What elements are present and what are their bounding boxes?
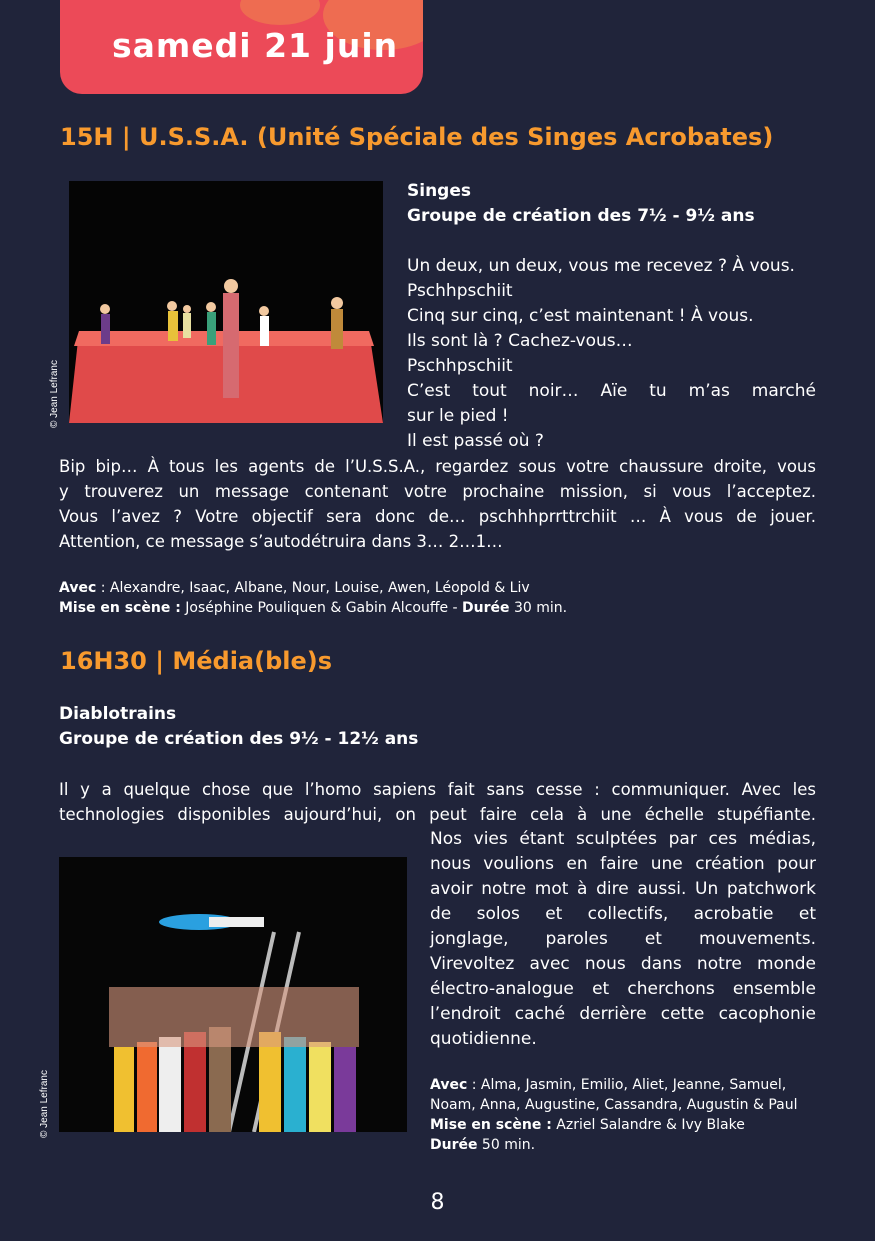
dialogue-line: Ils sont là ? Cachez-vous… (407, 331, 633, 351)
paragraph-line: nous voulions en faire une création pour (430, 854, 816, 874)
dialogue-line: C’est tout noir… Aïe tu m’as marché (407, 381, 816, 401)
duration-value: 30 min. (509, 600, 568, 616)
show2-photo (59, 857, 407, 1132)
banner-splash (240, 0, 320, 25)
cast-label: Avec (430, 1077, 468, 1093)
show1-group-name: Singes (407, 181, 471, 201)
stage-acrobats-image (69, 181, 383, 423)
paragraph-line: l’endroit caché derrière cette cacophonie (430, 1004, 816, 1024)
show1-photo (69, 181, 383, 423)
dialogue-line: Cinq sur cinq, c’est maintenant ! À vous. (407, 306, 754, 326)
paragraph-line: Vous l’avez ? Votre objectif sera donc de… pschhhprrttrchiit … À vous de jouer. (59, 507, 816, 526)
show2-group-name: Diablotrains (59, 704, 177, 724)
cast-line: Noam, Anna, Augustine, Cassandra, Augustin & Paul (430, 1097, 798, 1113)
cast-line (59, 578, 567, 598)
paragraph-line: Virevoltez avec nous dans notre monde (430, 954, 816, 974)
duration-value: 50 min. (477, 1137, 536, 1153)
duration-line (430, 1135, 816, 1155)
paragraph-line: Attention, ce message s’autodétruira dans 3… 2…1… (59, 532, 503, 551)
dialogue-line: Un deux, un deux, vous me recevez ? À vous. (407, 256, 795, 276)
cast-names: : Alma, Jasmin, Emilio, Aliet, Jeanne, Samuel, (467, 1077, 787, 1093)
paragraph-line: jonglage, paroles et mouvements. (430, 929, 816, 949)
photo-credit: © Jean Lefranc (49, 360, 60, 428)
day-banner (60, 0, 423, 94)
show2-description (430, 827, 816, 1052)
cast-label: Avec (59, 580, 97, 596)
paragraph-line: de solos et collectifs, acrobatie et (430, 904, 816, 924)
show1-dialogue (407, 254, 816, 454)
show2-credits (430, 1075, 816, 1155)
page-number: 8 (430, 1190, 445, 1215)
paragraph-line: y trouverez un message contenant votre prochaine mission, si vous l’acceptez. (59, 482, 816, 501)
duration-label: Durée (430, 1137, 478, 1153)
dialogue-line: sur le pied ! (407, 406, 509, 426)
acrobatics-pyramid-image (59, 857, 407, 1132)
paragraph-line: Nos vies étant sculptées par ces médias, (430, 829, 816, 849)
show2-group-ages: Groupe de création des 9½ - 12½ ans (59, 729, 419, 749)
photo-credit: © Jean Lefranc (39, 1070, 50, 1138)
cast-names: : Alexandre, Isaac, Albane, Nour, Louise, Awen, Léopold & Liv (96, 580, 530, 596)
director-label: Mise en scène : (430, 1117, 552, 1133)
dialogue-line: Il est passé où ? (407, 431, 544, 451)
show1-credits (59, 578, 567, 618)
dialogue-line: Pschhpschiit (407, 281, 513, 301)
paragraph-line: quotidienne. (430, 1029, 537, 1049)
director-line (430, 1115, 816, 1135)
show2-intro (59, 777, 816, 827)
director-names: Joséphine Pouliquen & Gabin Alcouffe - (180, 600, 463, 616)
paragraph-line: technologies disponibles aujourd’hui, on peut faire cela à une échelle stupéfiante. (59, 805, 816, 824)
director-line (59, 598, 567, 618)
cast-line (430, 1075, 816, 1095)
director-label: Mise en scène : (59, 600, 181, 616)
dialogue-line: Pschhpschiit (407, 356, 513, 376)
show2-heading: 16H30 | Média(ble)s (60, 647, 333, 675)
paragraph-line: avoir notre mot à dire aussi. Un patchwork (430, 879, 816, 899)
paragraph-line: électro-analogue et cherchons ensemble (430, 979, 816, 999)
show1-group-ages: Groupe de création des 7½ - 9½ ans (407, 206, 755, 226)
director-names: Azriel Salandre & Ivy Blake (551, 1117, 745, 1133)
show1-heading: 15H | U.S.S.A. (Unité Spéciale des Singes Acrobates) (60, 123, 774, 151)
paragraph-line: Il y a quelque chose que l’homo sapiens fait sans cesse : communiquer. Avec les (59, 780, 816, 799)
show1-paragraph (59, 454, 816, 554)
paragraph-line: Bip bip… À tous les agents de l’U.S.S.A., regardez sous votre chaussure droite, vous (59, 457, 816, 476)
duration-label: Durée (462, 600, 510, 616)
day-title: samedi 21 juin (112, 26, 399, 65)
